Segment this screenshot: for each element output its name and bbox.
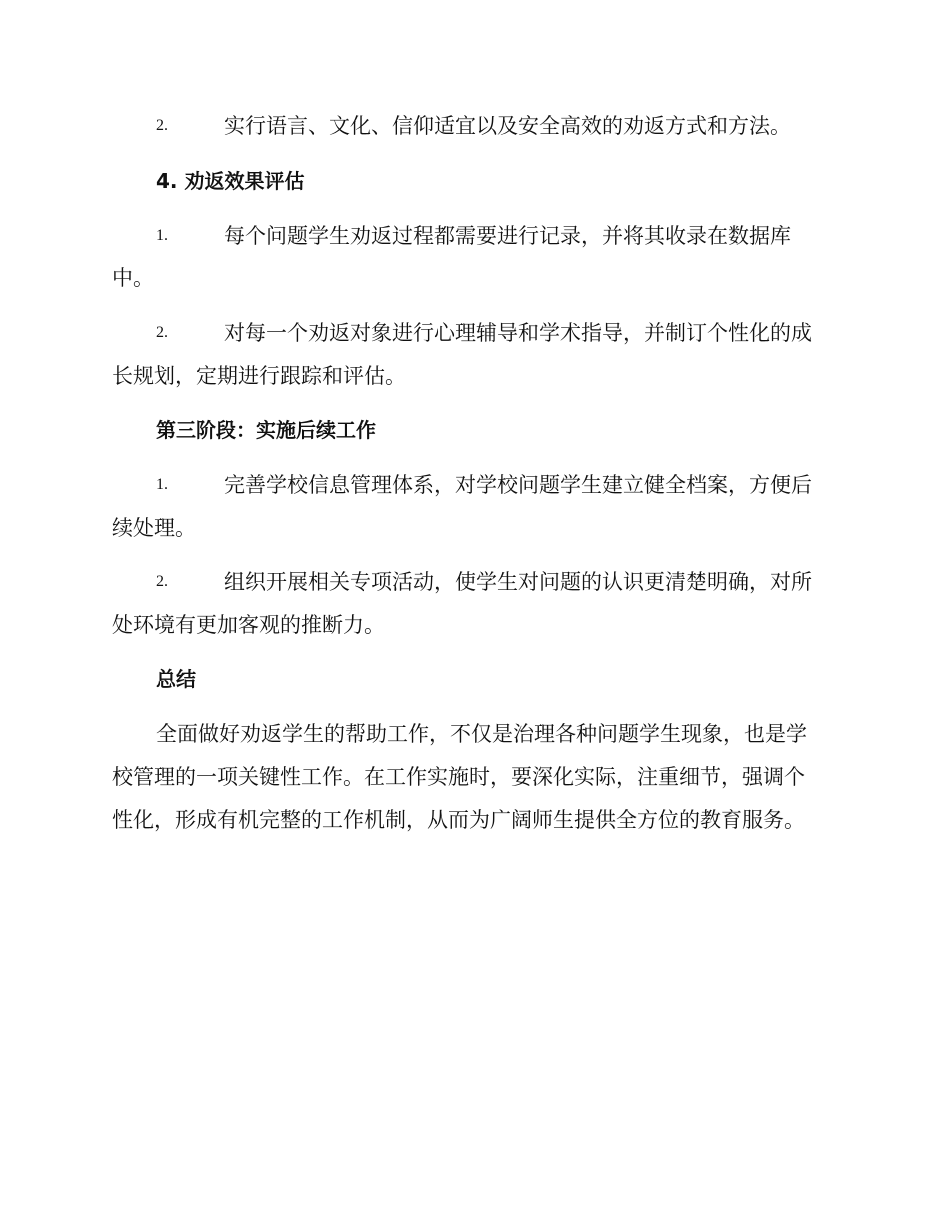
list-text-line: 中。 xyxy=(112,266,154,290)
paragraph xyxy=(112,719,836,839)
list-item xyxy=(112,318,836,394)
document-body xyxy=(112,0,836,1230)
heading-text: 4. 劝返效果评估 xyxy=(156,169,305,193)
list-text-line: 实行语言、文化、信仰适宜以及安全高效的劝返方式和方法。 xyxy=(224,114,791,138)
list-item xyxy=(112,470,836,546)
list-text-line: 组织开展相关专项活动，使学生对问题的认识更清楚明确，对所 xyxy=(224,570,812,594)
heading-text: 第三阶段：实施后续工作 xyxy=(156,418,376,442)
list-number: 1. xyxy=(156,476,168,493)
paragraph-line: 全面做好劝返学生的帮助工作，不仅是治理各种问题学生现象，也是学 xyxy=(156,722,807,746)
section-heading xyxy=(112,415,836,445)
list-text-line: 每个问题学生劝返过程都需要进行记录，并将其收录在数据库 xyxy=(224,224,791,248)
list-number: 1. xyxy=(156,227,168,244)
list-text-line: 续处理。 xyxy=(112,516,196,540)
list-item xyxy=(112,567,836,643)
paragraph-line: 校管理的一项关键性工作。在工作实施时，要深化实际，注重细节，强调个 xyxy=(112,765,805,789)
list-item xyxy=(112,221,836,297)
list-item xyxy=(112,111,836,141)
list-text-line: 对每一个劝返对象进行心理辅导和学术指导，并制订个性化的成 xyxy=(224,321,812,345)
list-number: 2. xyxy=(156,117,168,134)
paragraph-line: 性化，形成有机完整的工作机制，从而为广阔师生提供全方位的教育服务。 xyxy=(112,808,805,832)
list-text-line: 处环境有更加客观的推断力。 xyxy=(112,613,385,637)
heading-text: 总结 xyxy=(156,667,196,691)
list-text-line: 长规划，定期进行跟踪和评估。 xyxy=(112,364,406,388)
section-heading xyxy=(112,166,836,196)
list-text-line: 完善学校信息管理体系，对学校问题学生建立健全档案，方便后 xyxy=(224,473,812,497)
section-heading xyxy=(112,664,836,694)
list-number: 2. xyxy=(156,324,168,341)
list-number: 2. xyxy=(156,573,168,590)
